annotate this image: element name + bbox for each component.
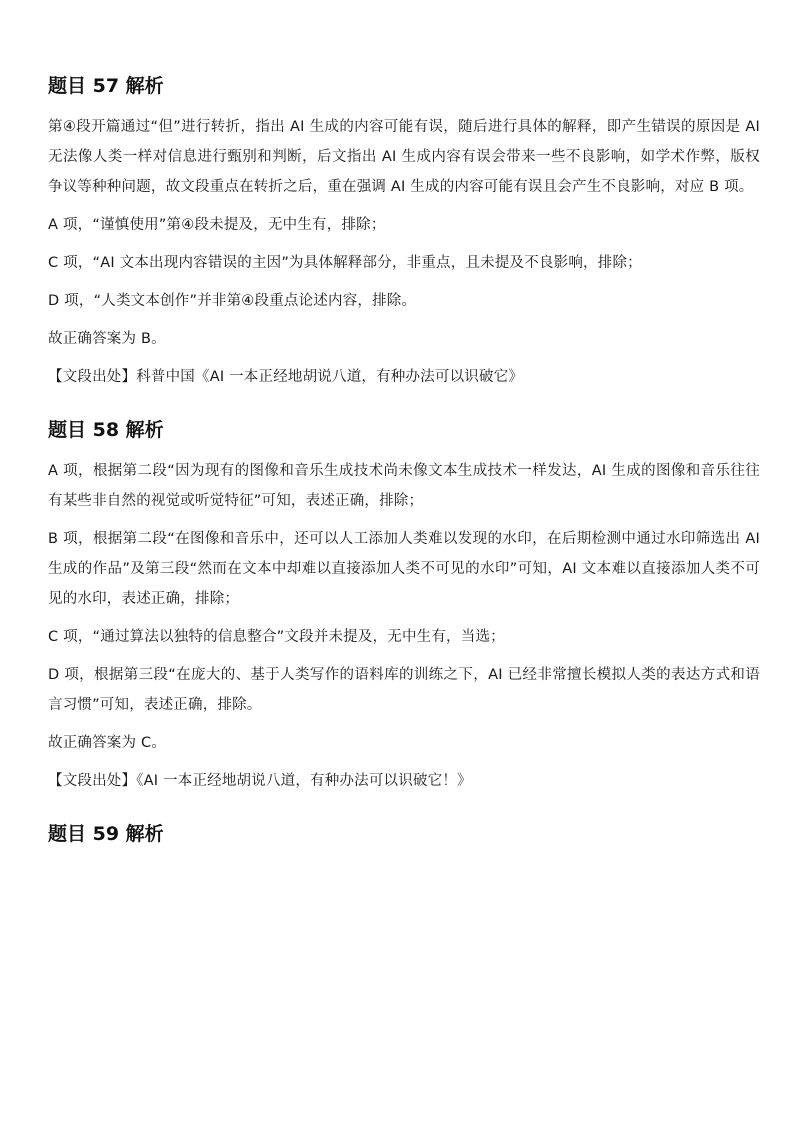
document-page [48,72,760,860]
source-citation: 【文段出处】科普中国《AI 一本正经地胡说八道，有种办法可以识破它》 [48,369,524,385]
section-title: 题目 58 解析 [48,419,164,441]
section-title: 题目 59 解析 [48,823,164,845]
paragraph: C 项，“AI 文本出现内容错误的主因”为具体解释部分，非重点，且未提及不良影响，排除； [48,255,642,271]
analysis-section-59 [48,820,760,848]
answer-line: 故正确答案为 C。 [48,735,167,751]
source-citation: 【文段出处】《AI 一本正经地胡说八道，有种办法可以识破它！》 [48,773,472,789]
paragraph: C 项，“通过算法以独特的信息整合”文段并未提及，无中生有，当选； [48,629,505,645]
analysis-section-58 [48,416,760,796]
paragraph: 第④段开篇通过“但”进行转折，指出 AI 生成的内容可能有误，随后进行具体的解释，即产生错误的原因是 AI 无法像人类一样对信息进行甄别和判断，后文指出 AI 生成内容有误会带来一些不良影响，如学术作弊，版权争议等种种问题，故文段重点在转折之后，重在强调 AI 生成的内容可能有误且会产生不良影响，对应 B 项。 [48,119,760,195]
analysis-section-57 [48,72,760,392]
paragraph: D 项，根据第三段“在庞大的、基于人类写作的语料库的训练之下，AI 已经非常擅长模拟人类的表达方式和语言习惯”可知，表述正确，排除。 [48,667,760,713]
paragraph: D 项，“人类文本创作”并非第④段重点论述内容，排除。 [48,293,417,309]
section-title: 题目 57 解析 [48,75,164,97]
paragraph: A 项，“谨慎使用”第④段未提及，无中生有，排除； [48,217,386,233]
paragraph: A 项，根据第二段“因为现有的图像和音乐生成技术尚未像文本生成技术一样发达，AI 生成的图像和音乐往往有某些非自然的视觉或听觉特征”可知，表述正确，排除； [48,463,760,509]
answer-line: 故正确答案为 B。 [48,331,166,347]
paragraph: B 项，根据第二段“在图像和音乐中，还可以人工添加人类难以发现的水印，在后期检测中通过水印筛选出 AI 生成的作品”及第三段“然而在文本中却难以直接添加人类不可见的水印”可知，AI 文本难以直接添加人类不可见的水印，表述正确，排除； [48,531,760,607]
